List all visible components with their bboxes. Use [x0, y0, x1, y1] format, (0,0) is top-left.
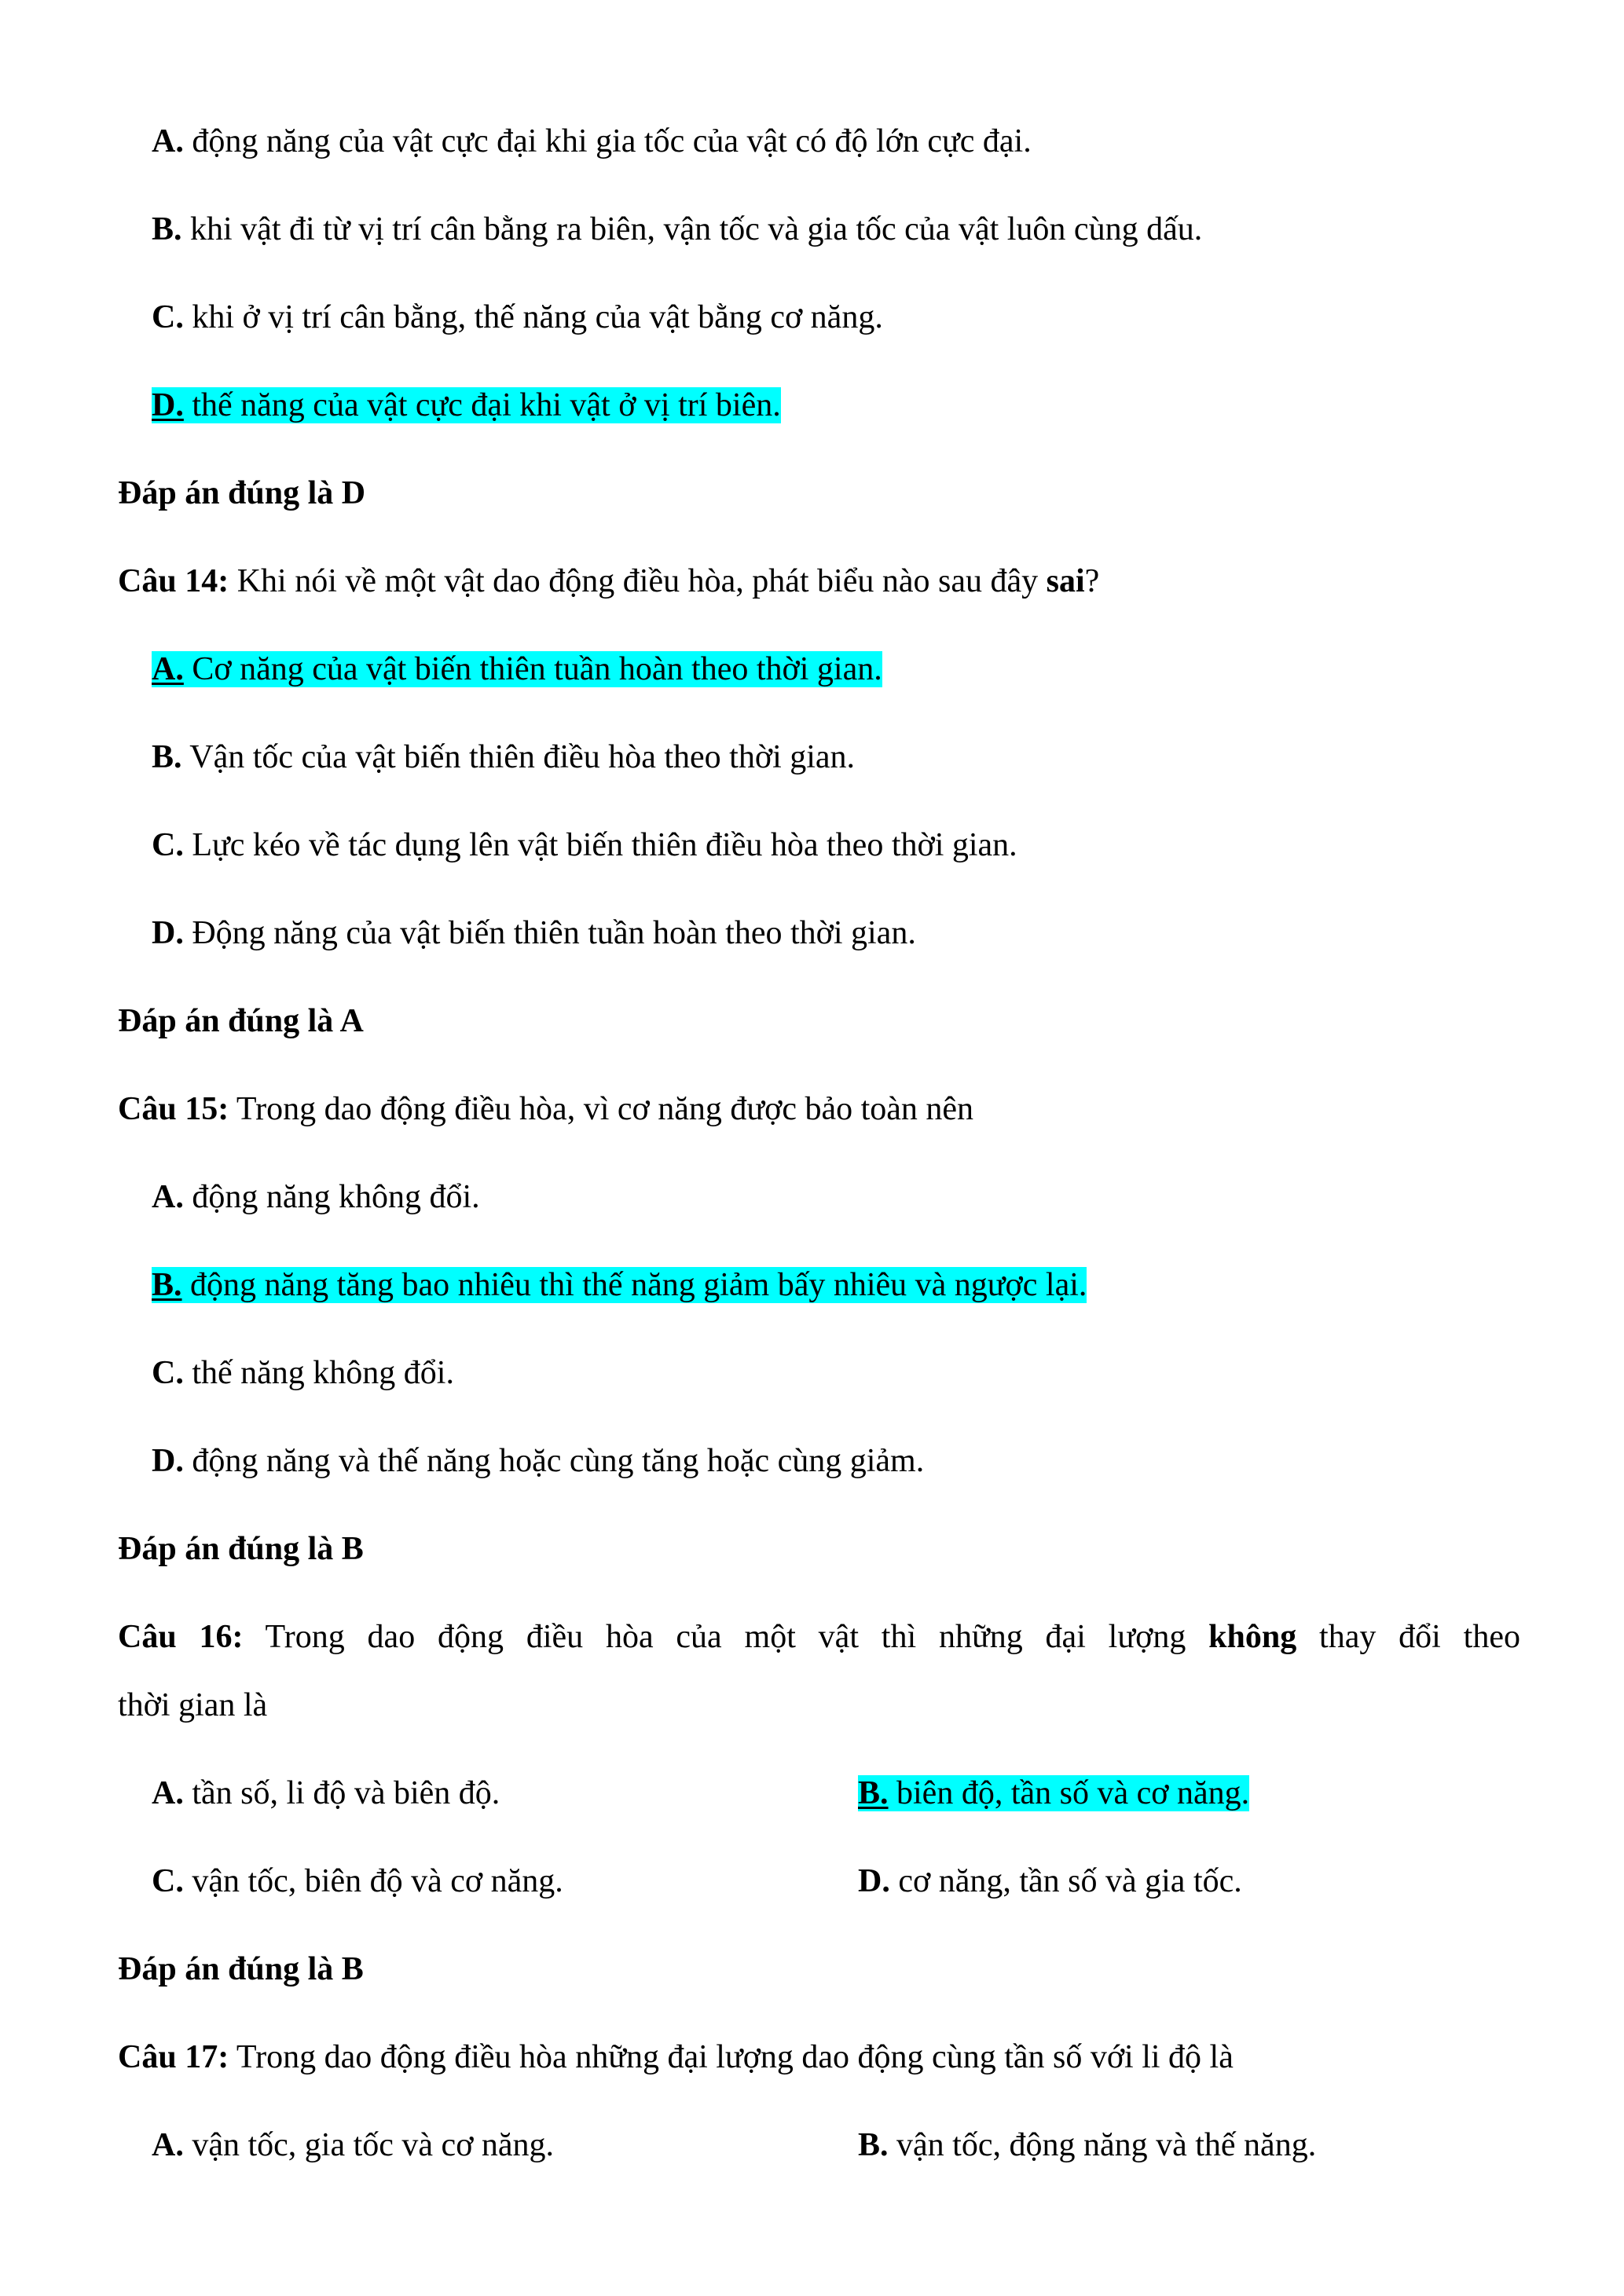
option-text: vận tốc, biên độ và cơ năng. — [183, 1863, 563, 1899]
option-text: vận tốc, gia tốc và cơ năng. — [183, 2127, 555, 2163]
option-text: Cơ năng của vật biến thiên tuần hoàn theo thời gian. — [183, 651, 882, 687]
q16-option-c — [152, 1861, 563, 1902]
option-letter: D. — [858, 1863, 890, 1899]
answer-q13: Đáp án đúng là D — [118, 475, 366, 511]
option-text: khi vật đi từ vị trí cân bằng ra biên, vận tốc và gia tốc của vật luôn cùng dấu. — [181, 211, 1203, 247]
option-text: thế năng của vật cực đại khi vật ở vị trí biên. — [183, 387, 781, 423]
option-letter: C. — [152, 1863, 184, 1899]
answer-q16: Đáp án đúng là B — [118, 1951, 364, 1987]
question-text: Khi nói về một vật dao động điều hòa, phát biểu nào sau đây — [229, 563, 1047, 599]
q17-option-b — [858, 2125, 1316, 2166]
option-letter: D. — [152, 387, 184, 423]
q14-option-b — [152, 737, 855, 778]
q13-option-a — [152, 121, 1032, 162]
option-letter: A. — [152, 651, 184, 687]
answer-q15: Đáp án đúng là B — [118, 1531, 364, 1567]
q15-option-a — [152, 1177, 480, 1218]
option-text: động năng và thế năng hoặc cùng tăng hoặc cùng giảm. — [183, 1443, 925, 1479]
option-letter: C. — [152, 1355, 184, 1391]
question-text: Trong dao động điều hòa của một vật thì những đại lượng — [243, 1619, 1209, 1655]
option-letter: A. — [152, 123, 184, 159]
option-letter: D. — [152, 915, 184, 951]
q14-option-c — [152, 825, 1017, 866]
option-text: Động năng của vật biến thiên tuần hoàn theo thời gian. — [183, 915, 916, 951]
option-letter: B. — [152, 739, 182, 775]
question-label: Câu 15: — [118, 1091, 229, 1127]
q17-option-a — [152, 2125, 554, 2166]
question-bold-word: không — [1208, 1619, 1297, 1655]
option-letter: D. — [152, 1443, 184, 1479]
option-text: Lực kéo về tác dụng lên vật biến thiên điều hòa theo thời gian. — [183, 827, 1017, 863]
question-bold-word: sai — [1046, 563, 1085, 599]
q15-option-c — [152, 1353, 454, 1393]
option-text: động năng của vật cực đại khi gia tốc của vật có độ lớn cực đại. — [183, 123, 1032, 159]
option-text: khi ở vị trí cân bằng, thế năng của vật bằng cơ năng. — [183, 299, 883, 335]
question-text: Trong dao động điều hòa, vì cơ năng được bảo toàn nên — [229, 1091, 974, 1127]
option-letter: A. — [152, 2127, 184, 2163]
question-17 — [118, 2037, 1234, 2078]
option-text: tần số, li độ và biên độ. — [183, 1775, 500, 1811]
option-text: Vận tốc của vật biến thiên điều hòa theo thời gian. — [181, 739, 856, 775]
question-label: Câu 14: — [118, 563, 229, 599]
q15-option-b-correct — [152, 1265, 1087, 1305]
option-text: động năng tăng bao nhiêu thì thế năng giảm bấy nhiêu và ngược lại. — [181, 1267, 1087, 1303]
question-text-end: ? — [1084, 563, 1100, 599]
question-15 — [118, 1089, 973, 1130]
option-letter: B. — [858, 2127, 889, 2163]
answer-q14: Đáp án đúng là A — [118, 1003, 364, 1039]
question-text-end: thay đổi theo — [1296, 1619, 1520, 1655]
q14-option-d — [152, 913, 916, 954]
option-letter: A. — [152, 1179, 184, 1215]
q16-option-b-correct — [858, 1773, 1249, 1814]
option-letter: C. — [152, 299, 184, 335]
option-letter: B. — [152, 211, 182, 247]
option-letter: B. — [858, 1775, 889, 1811]
question-text: Trong dao động điều hòa những đại lượng dao động cùng tần số với li độ là — [229, 2039, 1234, 2075]
question-14 — [118, 561, 1099, 602]
option-text: biên độ, tần số và cơ năng. — [888, 1775, 1250, 1811]
question-label: Câu 16: — [118, 1619, 244, 1655]
q13-option-d-correct — [152, 385, 781, 426]
q16-option-d — [858, 1861, 1242, 1902]
question-16 — [118, 1617, 1520, 1657]
q14-option-a-correct — [152, 649, 882, 690]
option-text: cơ năng, tần số và gia tốc. — [889, 1863, 1242, 1899]
q13-option-b — [152, 209, 1202, 250]
option-letter: C. — [152, 827, 184, 863]
q13-option-c — [152, 297, 883, 338]
option-text: động năng không đổi. — [183, 1179, 480, 1215]
question-16-continuation: thời gian là — [118, 1687, 268, 1723]
option-text: thế năng không đổi. — [183, 1355, 454, 1391]
q15-option-d — [152, 1441, 924, 1481]
option-letter: B. — [152, 1267, 182, 1303]
option-text: vận tốc, động năng và thế năng. — [888, 2127, 1317, 2163]
question-label: Câu 17: — [118, 2039, 229, 2075]
q16-option-a — [152, 1773, 500, 1814]
option-letter: A. — [152, 1775, 184, 1811]
